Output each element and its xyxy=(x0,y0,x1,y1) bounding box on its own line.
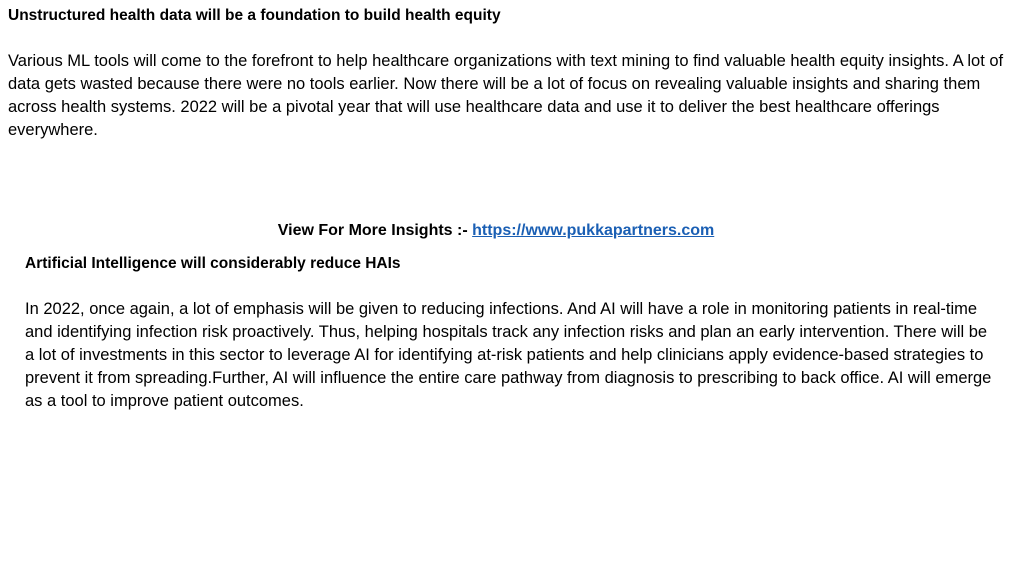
more-insights-line xyxy=(0,219,992,242)
section-health-equity xyxy=(8,4,1016,142)
pukkapartners-link[interactable]: https://www.pukkapartners.com xyxy=(472,222,715,239)
section-heading: Unstructured health data will be a foundation to build health equity xyxy=(8,7,501,24)
section-heading: Artificial Intelligence will considerably reduce HAIs xyxy=(25,255,401,272)
section-ai-hais xyxy=(25,252,1000,413)
section-paragraph: In 2022, once again, a lot of emphasis will be given to reducing infections. And AI will have a role in monitoring patients in real-time and identifying infection risk proactively. Thus, helping hospitals track any infection risks and plan an early intervention. There will be a lot of investments in this sector to leverage AI for identifying at-risk patients and help clinicians apply evidence-based strategies to prevent it from spreading.Further, AI will influence the entire care pathway from diagnosis to prescribing to back office. AI will emerge as a tool to improve patient outcomes. xyxy=(25,300,992,410)
section-paragraph: Various ML tools will come to the forefront to help healthcare organizations with text mining to find valuable health equity insights. A lot of data gets wasted because there were no tools earlier. Now there will be a lot of focus on revealing valuable insights and sharing them across health systems. 2022 will be a pivotal year that will use healthcare data and use it to deliver the best healthcare offerings everywhere. xyxy=(8,52,1004,139)
more-insights-label: View For More Insights :- xyxy=(277,222,473,239)
